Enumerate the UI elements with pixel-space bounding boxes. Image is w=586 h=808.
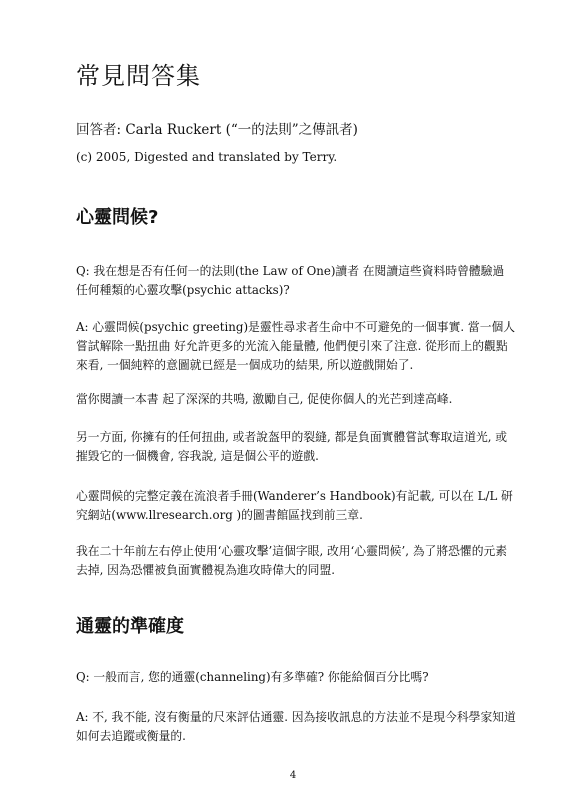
paragraph: 另一方面, 你擁有的任何扭曲, 或者說盔甲的裂縫, 都是負面實體嘗試奪取這道光, 或摧毀它的一個機會, 容我說, 這是個公平的遊戲. bbox=[76, 430, 508, 463]
page-number: 4 bbox=[289, 770, 297, 781]
paragraph: 心靈問候的完整定義在流浪者手冊(Wanderer’s Handbook)有記載, 可以在 L/L 研究網站(www.llresearch.org )的圖書館區找到前三章. bbox=[76, 489, 513, 522]
paragraph-question: Q: 我在想是否有任何一的法則(the Law of One)讀者 在閱讀這些資料時曾體驗過任何種類的心靈攻擊(psychic attacks)? bbox=[76, 264, 505, 297]
paragraph: 當你閱讀一本書 起了深深的共鳴, 激勵自己, 促使你個人的光芒到達高峰. bbox=[76, 392, 453, 406]
section-heading-psychic-greeting: 心靈問候? bbox=[76, 207, 159, 228]
section-heading-channeling-accuracy: 通靈的準確度 bbox=[76, 616, 184, 637]
paragraph-question: Q: 一般而言, 您的通靈(channeling)有多準確? 你能給個百分比嗎? bbox=[76, 670, 429, 684]
paragraph: 我在二十年前左右停止使用‘心靈攻擊’這個字眼, 改用‘心靈問候’, 為了將恐懼的元素去掉, 因為恐懼被負面實體視為進攻時偉大的同盟. bbox=[76, 544, 508, 577]
paragraph-answer: A: 心靈問候(psychic greeting)是靈性尋求者生命中不可避免的一個事實. 當一個人嘗試解除一點扭曲 好允許更多的光流入能量體, 他們便引來了注意. 從形而上的觀點來看, 一個純粹的意圖就已經是一個成功的結果, 所以遊戲開始了. bbox=[76, 320, 516, 372]
author-line: 回答者: Carla Ruckert (“一的法則”之傳訊者) bbox=[76, 122, 358, 138]
page-title: 常見問答集 bbox=[76, 62, 201, 90]
paragraph-answer: A: 不, 我不能, 沒有衡量的尺來評估通靈. 因為接收訊息的方法並不是現今科學家知道如何去追蹤或衡量的. bbox=[76, 710, 516, 743]
copyright-line: (c) 2005, Digested and translated by Terry. bbox=[76, 150, 338, 164]
